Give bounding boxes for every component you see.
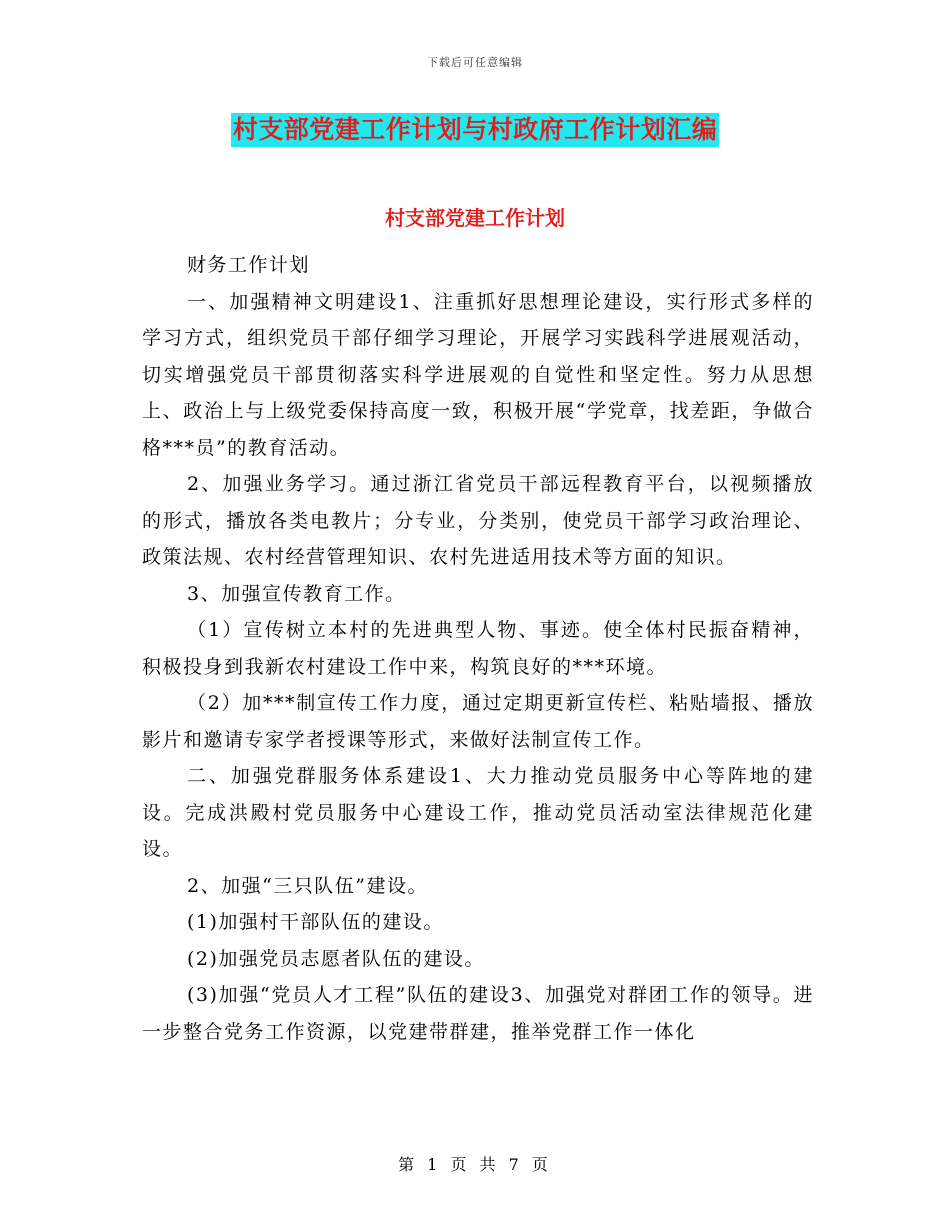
paragraph: 财务工作计划 <box>187 254 311 276</box>
paragraph: 2、加强业务学习。通过浙江省党员干部远程教育平台，以视频播放的形式，播放各类电教片；分专业，分类别，使党员干部学习政治理论、政策法规、农村经营管理知识、农村先进适用技术等方面的知识。 <box>142 473 814 568</box>
paragraph: (1)加强村干部队伍的建设。 <box>187 911 444 933</box>
paragraph: (2)加强党员志愿者队伍的建设。 <box>187 947 485 970</box>
document-body <box>142 247 814 1050</box>
paragraph: 二、加强党群服务体系建设1、大力推动党员服务中心等阵地的建设。完成洪殿村党员服务中心建设工作，推动党员活动室法律规范化建设。 <box>142 765 814 860</box>
main-title-container <box>0 113 950 147</box>
paragraph: (3)加强“党员人才工程”队伍的建设3、加强党对群团工作的领导。进一步整合党务工作资源，以党建带群建，推举党群工作一体化 <box>142 984 814 1043</box>
paragraph: （1）宣传树立本村的先进典型人物、事迹。使全体村民振奋精神，积极投身到我新农村建设工作中来，构筑良好的***环境。 <box>142 619 814 678</box>
page-number: 第 1 页 共 7 页 <box>398 1155 552 1174</box>
main-title: 村支部党建工作计划与村政府工作计划汇编 <box>231 113 720 147</box>
header-note: 下载后可任意编辑 <box>427 56 523 69</box>
paragraph: （2）加***制宣传工作力度，通过定期更新宣传栏、粘贴墙报、播放影片和邀请专家学者授课等形式，来做好法制宣传工作。 <box>142 692 814 751</box>
paragraph: 3、加强宣传教育工作。 <box>187 582 406 605</box>
paragraph: 2、加强“三只队伍”建设。 <box>187 874 429 897</box>
sub-title: 村支部党建工作计划 <box>385 206 565 230</box>
paragraph: 一、加强精神文明建设1、注重抓好思想理论建设，实行形式多样的学习方式，组织党员干部仔细学习理论，开展学习实践科学进展观活动，切实增强党员干部贯彻落实科学进展观的自觉性和坚定性。努力从思想上、政治上与上级党委保持高度一致，积极开展“学党章，找差距，争做合格***员”的教育活动。 <box>142 290 814 459</box>
